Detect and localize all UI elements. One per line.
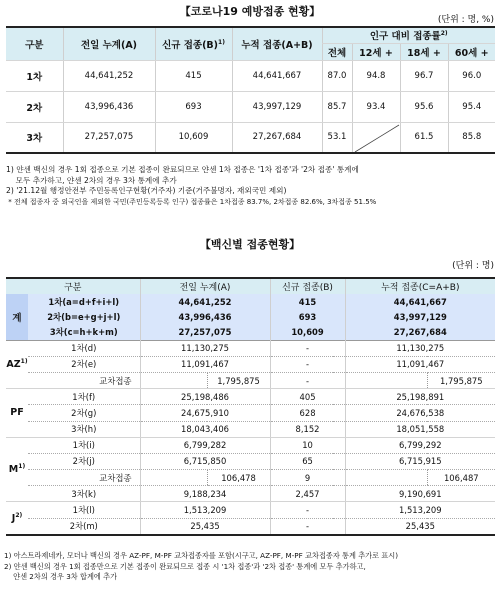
note-line: 2) '21.12월 행정안전부 주민등록인구현황(거주자) 기준(거주불명자, 재외국민 제외) (6, 186, 287, 195)
vaccination-status-table (6, 26, 495, 154)
table-row (6, 91, 495, 122)
cell-cum: 43,997,129 (232, 91, 322, 122)
table2-title: 【백신별 접종현황】 (199, 238, 301, 251)
cell-prev: 27,257,075 (63, 122, 155, 153)
cell-cum: 44,641,667 (232, 60, 322, 91)
row-label: 3차(h) (28, 421, 140, 437)
cell-new: 10,609 (155, 122, 232, 153)
header-new: 신규 접종(B) (270, 278, 345, 294)
cell-prev: 24,675,910 (140, 405, 270, 421)
cell-a12: 93.4 (352, 91, 400, 122)
header-all: 전체 (322, 43, 352, 60)
header-cumulative: 누적 접종(A+B) (232, 27, 322, 60)
cell-cum: 27,267,684 (345, 324, 495, 340)
row-label: 3차(c=h+k+m) (28, 324, 140, 340)
cell-prev: 43,996,436 (63, 91, 155, 122)
cell-new: 628 (270, 405, 345, 421)
cell-cum: 11,091,467 (345, 356, 495, 372)
cell-empty (140, 470, 207, 486)
cell-cum: 44,641,667 (345, 294, 495, 309)
cell-new: 415 (155, 60, 232, 91)
cell-empty (345, 372, 427, 388)
cell-new: - (270, 518, 345, 535)
cell-new: 10,609 (270, 324, 345, 340)
cell-prev: 11,091,467 (140, 356, 270, 372)
table2-unit: (단위 : 명) (452, 261, 494, 271)
note-line: 1) 얀센 백신의 경우 1회 접종으로 기본 접종이 완료되므로 얀센 1차 접종은 '1차 접종'과 '2차 접종' 통계에 (6, 165, 359, 174)
cell-cum: 106,487 (427, 470, 495, 486)
cell-cum: 6,799,292 (345, 437, 495, 453)
row-label-cross: 교차접종 (28, 470, 140, 486)
cell-a18: 96.7 (400, 60, 448, 91)
row-label: 2차(b=e+g+j+l) (28, 309, 140, 324)
note-line: 모두 추가하고, 얀센 2차의 경우 3차 통계에 추가 (6, 175, 177, 185)
cell-prev: 1,513,209 (140, 502, 270, 518)
cell-prev: 1,795,875 (207, 372, 270, 388)
cell-prev: 9,188,234 (140, 486, 270, 502)
note-line: 1) 아스트라제네카, 모더나 백신의 경우 AZ-PF, M-PF 교차접종자를 포함(시구고, AZ-PF, M-PF 교차접종자 통계 추가로 표시) (4, 551, 399, 560)
cell-prev: 6,799,282 (140, 437, 270, 453)
table2-notes (4, 551, 498, 583)
cell-cum: 43,997,129 (345, 309, 495, 324)
cell-all: 53.1 (322, 122, 352, 153)
cell-a18: 61.5 (400, 122, 448, 153)
cell-new: - (270, 340, 345, 356)
row-label: 1차(l) (28, 502, 140, 518)
row-label: 1차(d) (28, 340, 140, 356)
row-label: 2차(g) (28, 405, 140, 421)
header-gubun: 구분 (6, 27, 63, 60)
cell-all: 85.7 (322, 91, 352, 122)
note-line: 얀센 2차의 경우 3차 합계에 추가 (4, 572, 118, 581)
cell-new: 693 (270, 309, 345, 324)
cell-prev: 18,043,406 (140, 421, 270, 437)
table1-title: 【코로나19 예방접종 현황】 (179, 5, 321, 18)
header-age12: 12세 + (352, 43, 400, 60)
row-label: 2차(e) (28, 356, 140, 372)
group-az-label: AZ$^{1)}$ (6, 340, 28, 389)
cell-cum: 11,130,275 (345, 340, 495, 356)
cell-a60: 96.0 (448, 60, 495, 91)
cell-cum: 18,051,558 (345, 421, 495, 437)
header-gubun: 구분 (6, 278, 140, 294)
group-pf-label: PF (6, 389, 28, 438)
cell-cum: 27,267,684 (232, 122, 322, 153)
row-label: 3차 (6, 122, 63, 153)
cell-prev: 6,715,850 (140, 453, 270, 469)
cell-prev: 25,435 (140, 518, 270, 535)
cell-prev: 11,130,275 (140, 340, 270, 356)
cell-prev: 44,641,252 (140, 294, 270, 309)
row-label: 2차(m) (28, 518, 140, 535)
row-label: 1차(i) (28, 437, 140, 453)
cell-new: 415 (270, 294, 345, 309)
cell-a18: 95.6 (400, 91, 448, 122)
row-label-cross: 교차접종 (28, 372, 140, 388)
cell-new: - (270, 502, 345, 518)
diagonal-slash (353, 123, 401, 154)
cell-prev: 25,198,486 (140, 389, 270, 405)
row-label: 1차(a=d+f+i+l) (28, 294, 140, 309)
row-label: 1차 (6, 60, 63, 91)
cell-cum: 9,190,691 (345, 486, 495, 502)
cell-all: 87.0 (322, 60, 352, 91)
cell-a12-diagonal (352, 122, 400, 153)
cell-cum: 25,198,891 (345, 389, 495, 405)
cell-prev: 43,996,436 (140, 309, 270, 324)
header-age60: 60세 + (448, 43, 495, 60)
cell-new: 2,457 (270, 486, 345, 502)
group-m-label: $M^{1)}$ (6, 437, 28, 502)
header-new: 신규 접종$(B)^{1)}$ (155, 27, 232, 60)
cell-new: 693 (155, 91, 232, 122)
cell-a12: 94.8 (352, 60, 400, 91)
header-age18: 18세 + (400, 43, 448, 60)
cell-cum: 1,513,209 (345, 502, 495, 518)
cell-a60: 95.4 (448, 91, 495, 122)
cell-cum: 1,795,875 (427, 372, 495, 388)
row-label: 2차(j) (28, 453, 140, 469)
row-label: 2차 (6, 91, 63, 122)
group-j-label: $J^{2)}$ (6, 502, 28, 535)
vaccine-type-table (6, 277, 495, 536)
cell-prev: 106,478 (207, 470, 270, 486)
table-row (6, 122, 495, 153)
table-row (6, 60, 495, 91)
cell-new: - (270, 372, 345, 388)
row-label: 1차(f) (28, 389, 140, 405)
cell-new: - (270, 356, 345, 372)
cell-cum: 24,676,538 (345, 405, 495, 421)
cell-prev: 44,641,252 (63, 60, 155, 91)
cell-cum: 6,715,915 (345, 453, 495, 469)
cell-empty (140, 372, 207, 388)
cell-new: 9 (270, 470, 345, 486)
cell-cum: 25,435 (345, 518, 495, 535)
cell-new: 405 (270, 389, 345, 405)
header-rate-group: 인구 대비 접종률$^{2)}$ (322, 27, 495, 43)
table1-notes (6, 165, 498, 207)
header-prev-total: 전일 누계(A) (63, 27, 155, 60)
header-prev: 전일 누계(A) (140, 278, 270, 294)
header-cum: 누적 접종(C=A+B) (345, 278, 495, 294)
cell-prev: 27,257,075 (140, 324, 270, 340)
group-total-label: 계 (6, 294, 28, 340)
cell-empty (345, 470, 427, 486)
note-line: 2) 얀센 백신의 경우 1회 접종만으로 기본 접종이 완료되므로 접종 시 '1차 접종'과 '2차 접종' 통계에 모두 추가하고, (4, 561, 366, 571)
row-label: 3차(k) (28, 486, 140, 502)
cell-new: 65 (270, 453, 345, 469)
table1-unit: (단위 : 명, %) (437, 15, 494, 25)
cell-new: 8,152 (270, 421, 345, 437)
cell-new: 10 (270, 437, 345, 453)
cell-a60: 85.8 (448, 122, 495, 153)
note-line: * 전체 접종자 중 외국인을 제외한 국민(주민등록등록 인구) 접종률은 1차접종 83.7%, 2차접종 82.6%, 3차접종 51.5% (6, 197, 377, 206)
